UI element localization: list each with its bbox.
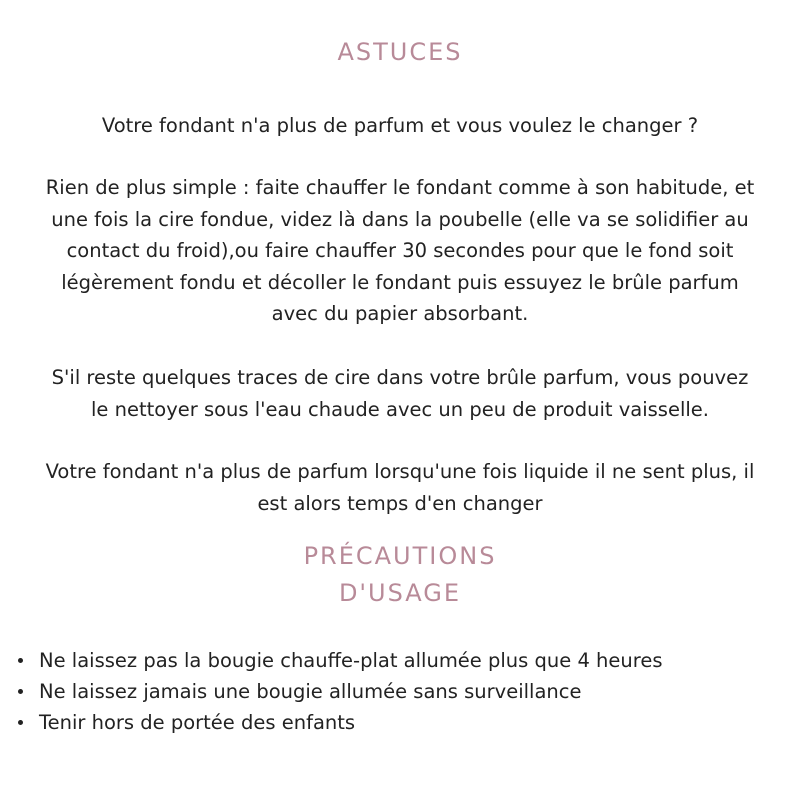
paragraph-line: S'il reste quelques traces de cire dans votre brûle parfum, vous pouvez bbox=[51, 366, 749, 389]
paragraph-line: contact du froid),ou faire chauffer 30 secondes pour que le fond soit bbox=[66, 239, 734, 262]
paragraph-line: Votre fondant n'a plus de parfum lorsqu'une fois liquide il ne sent plus, il bbox=[45, 460, 755, 483]
list-item bbox=[14, 676, 663, 707]
astuces-paragraph-4 bbox=[0, 456, 800, 519]
paragraph-line: le nettoyer sous l'eau chaude avec un peu de produit vaisselle. bbox=[91, 397, 709, 421]
precautions-list bbox=[14, 645, 663, 738]
list-item-text: Ne laissez jamais une bougie allumée sans surveillance bbox=[39, 680, 582, 703]
list-item bbox=[14, 645, 663, 676]
paragraph-line: est alors temps d'en changer bbox=[257, 491, 543, 515]
list-item-text: Tenir hors de portée des enfants bbox=[39, 711, 356, 734]
paragraph-line: avec du papier absorbant. bbox=[271, 302, 529, 325]
precautions-heading-line-1: PRÉCAUTIONS bbox=[303, 542, 497, 570]
astuces-paragraph-2 bbox=[0, 172, 800, 330]
paragraph-line: légèrement fondu et décoller le fondant puis essuyez le brûle parfum bbox=[61, 270, 739, 294]
astuces-heading: ASTUCES bbox=[337, 38, 463, 66]
list-item-text: Ne laissez pas la bougie chauffe-plat allumée plus que 4 heures bbox=[39, 649, 663, 672]
paragraph-line: une fois la cire fondue, videz là dans la poubelle (elle va se solidifier au bbox=[51, 207, 749, 231]
list-item bbox=[14, 707, 663, 738]
paragraph-line: Rien de plus simple : faite chauffer le fondant comme à son habitude, et bbox=[45, 176, 755, 199]
bullet-icon bbox=[18, 658, 23, 663]
bullet-icon bbox=[18, 689, 23, 694]
paragraph-line: Votre fondant n'a plus de parfum et vous voulez le changer ? bbox=[101, 114, 699, 137]
bullet-icon bbox=[18, 720, 23, 725]
astuces-paragraph-3 bbox=[0, 362, 800, 425]
precautions-heading bbox=[0, 538, 800, 612]
precautions-heading-line-2: D'USAGE bbox=[338, 579, 462, 607]
astuces-paragraph-1 bbox=[0, 110, 800, 142]
